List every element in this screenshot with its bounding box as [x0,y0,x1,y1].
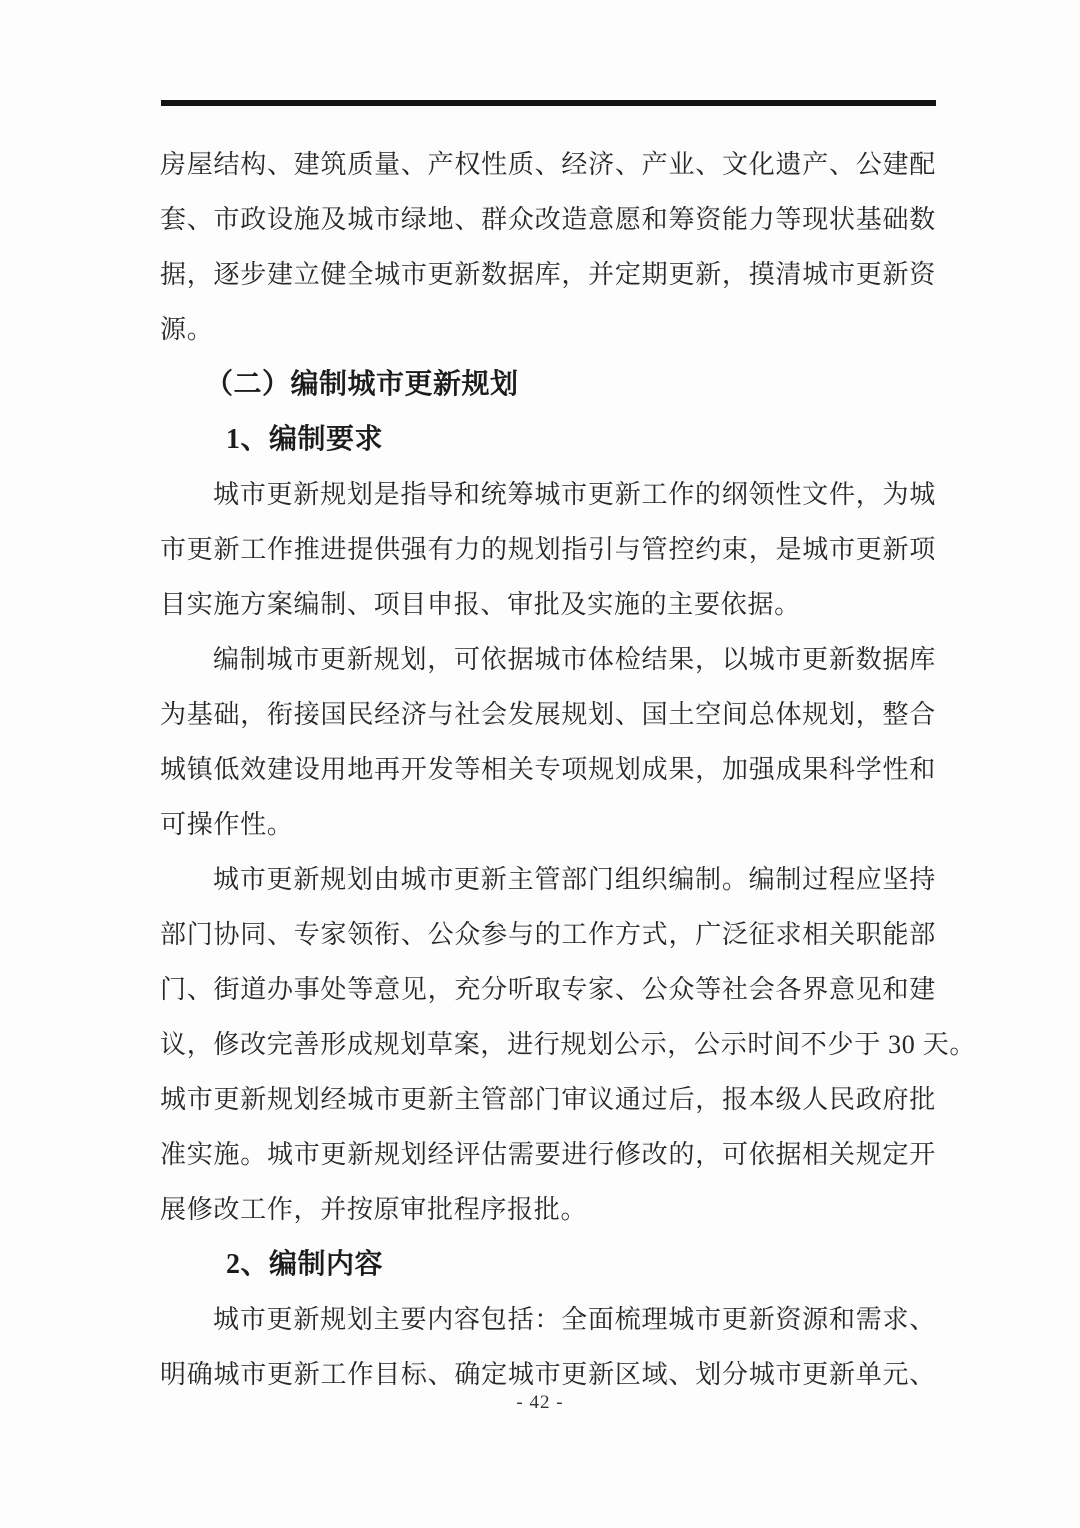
body-line: 城市更新规划由城市更新主管部门组织编制。编制过程应坚持 [213,865,936,894]
page-number: - 42 - [516,1392,564,1413]
body-line: 目实施方案编制、项目申报、审批及实施的主要依据。 [160,590,801,619]
body-line: 编制城市更新规划，可依据城市体检结果，以城市更新数据库 [213,645,936,674]
subsection-heading: 2、编制内容 [226,1249,384,1280]
body-line: 套、市政设施及城市绿地、群众改造意愿和筹资能力等现状基础数 [160,205,936,234]
body-line: 据，逐步建立健全城市更新数据库，并定期更新，摸清城市更新资 [160,260,936,289]
body-line: 准实施。城市更新规划经评估需要进行修改的，可依据相关规定开 [160,1140,936,1169]
body-line: 城市更新规划是指导和统筹城市更新工作的纲领性文件，为城 [213,480,936,509]
body-line: 为基础，衔接国民经济与社会发展规划、国土空间总体规划，整合 [160,700,936,729]
section-heading: （二）编制城市更新规划 [205,369,519,400]
body-line: 城镇低效建设用地再开发等相关专项规划成果，加强成果科学性和 [160,755,936,784]
body-line: 城市更新规划主要内容包括：全面梳理城市更新资源和需求、 [213,1305,936,1334]
body-line: 部门协同、专家领衔、公众参与的工作方式，广泛征求相关职能部 [160,920,936,949]
body-line: 展修改工作，并按原审批程序报批。 [160,1195,588,1224]
body-line: 城市更新规划经城市更新主管部门审议通过后，报本级人民政府批 [160,1085,936,1114]
body-line: 源。 [160,315,214,344]
subsection-heading: 1、编制要求 [226,424,384,455]
body-line: 议，修改完善形成规划草案，进行规划公示，公示时间不少于 30 天。 [160,1030,977,1059]
body-line: 房屋结构、建筑质量、产权性质、经济、产业、文化遗产、公建配 [160,150,936,179]
body-line: 可操作性。 [160,810,294,839]
header-rule [161,100,936,106]
body-line: 明确城市更新工作目标、确定城市更新区域、划分城市更新单元、 [160,1360,936,1389]
document-text-block [160,137,977,1402]
body-line: 门、街道办事处等意见，充分听取专家、公众等社会各界意见和建 [160,975,936,1004]
body-line: 市更新工作推进提供强有力的规划指引与管控约束，是城市更新项 [160,535,936,564]
